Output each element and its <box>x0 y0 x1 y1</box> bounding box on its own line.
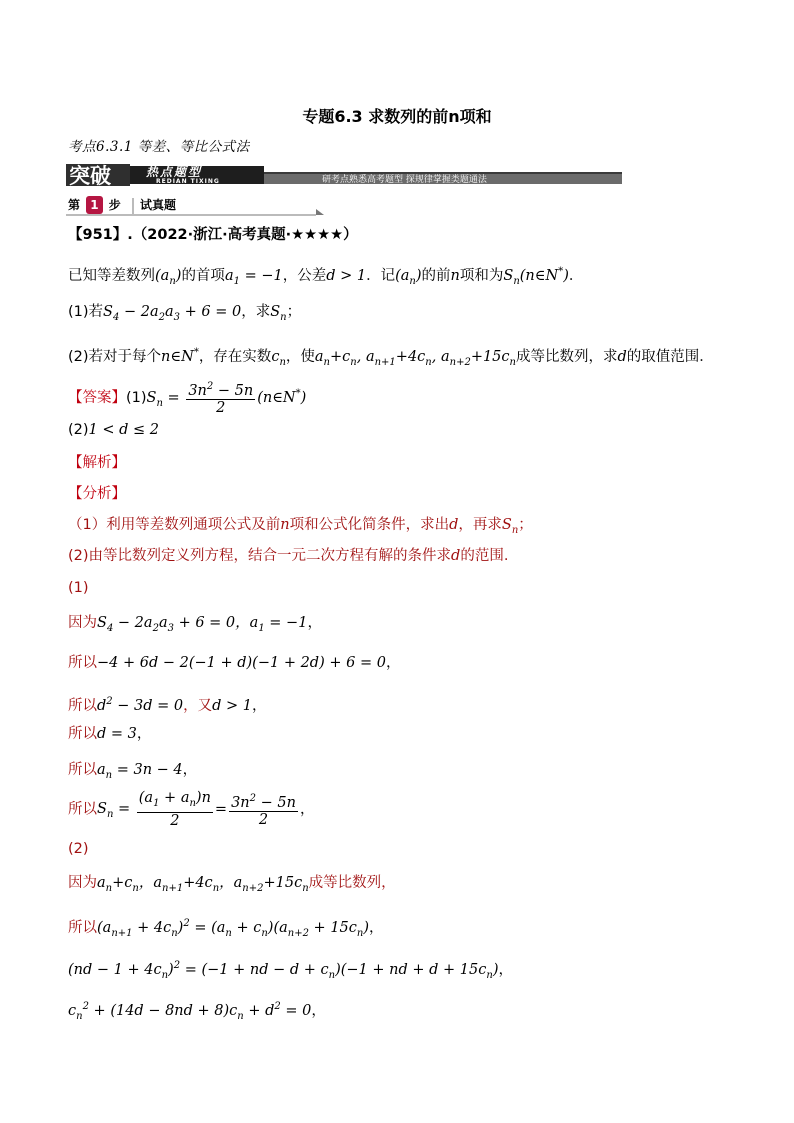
problem-stem: 已知等差数列$(a_n)$的首项$a_1 = -1$，公差d > 1．记$(a_n)$的前n项和为$S_n(n\in N^*)$． <box>68 266 584 287</box>
solution-line-9: $(nd - 1 + 4c_n)^2 = (-1$ + nd − $d + c_n)(-1$ + nd + $d + 15c_n$)， <box>68 960 513 981</box>
answer-2: (2)1 < d ≤ 2 <box>68 422 160 438</box>
fenxi-line-1: （1）利用等差数列通项公式及前n项和公式化简条件，求出d，再求$S_n$； <box>68 517 533 536</box>
problem-source: 【951】.（2022·浙江·高考真题·★★★★） <box>68 227 358 243</box>
step-number-badge <box>86 196 102 214</box>
solution-line-3: 所以$d^2 - 3d = 0$，又d > 1， <box>68 696 267 714</box>
topic-banner <box>66 164 622 186</box>
step-prefix: 第 <box>68 198 81 212</box>
step-number: 1 <box>90 198 99 212</box>
answer-1: 【答案】$(1)S_n$ = $\frac{3n^2 - 5n}{2}$ (n∈N*) <box>68 381 307 417</box>
solution-part-1: (1) <box>68 580 89 596</box>
solution-line-1: 因为$S_4 - 2a_2a_3 + 6 = 0$，$a_1 = -1$， <box>68 615 322 634</box>
question-1: (1)若$S_4 - 2a_2a_3 + 6 = 0$，求$S_n$； <box>68 304 302 323</box>
fenxi-heading: 【分析】 <box>68 486 126 502</box>
banner-main: 突破 <box>69 164 111 186</box>
solution-line-2: 所以−4 + 6d − 2(−1 + d)(−1 + 2d) + 6 = 0， <box>68 655 401 671</box>
step-suffix: 步 <box>108 198 121 212</box>
banner-slogan: 研考点熟悉高考题型 探规律掌握类题通法 <box>322 175 487 185</box>
solution-line-4: 所以d = 3， <box>68 726 152 742</box>
page-title: 专题6.3 求数列的前n项和 <box>302 107 492 126</box>
solution-line-6: 所以$S_n$ = $\frac{(a_1 + a_n)n}{2}$ = $\frac{3n^2 - 5n}{2}$ ， <box>68 790 315 829</box>
banner-sub: 热点题型 <box>146 165 203 179</box>
section-heading: 考点6.3.1 等差、等比公式法 <box>68 139 250 155</box>
step-label: 试真题 <box>140 198 177 212</box>
fenxi-line-2: (2)由等比数列定义列方程，结合一元二次方程有解的条件求d的范围. <box>68 548 509 564</box>
solution-line-8: 所以$(a_{n+1} + 4c_n)^2 = (a_n + c_n)(a_{n+2} + 15c_n)$， <box>68 918 384 939</box>
banner-pinyin: REDIAN TIXING <box>156 178 220 185</box>
solution-line-5: 所以$a_n = 3n - 4$， <box>68 762 198 781</box>
banner-graphic <box>66 164 622 186</box>
solution-part-2: (2) <box>68 841 89 857</box>
analysis-heading: 【解析】 <box>68 455 126 471</box>
question-2: (2)若对于每个n∈N*，存在实数$c_n$，使$a_n+c_n$, $a_{n+1}+4c_n$, $a_{n+2}+15c_n$成等比数列，求d的取值范围． <box>68 347 714 368</box>
step-bar <box>66 196 324 216</box>
solution-line-7: 因为$a_n+c_n$，$a_{n+1}+4c_n$，$a_{n+2}+15c_n$成等比数列， <box>68 875 396 894</box>
solution-line-10: $c_n^2 + (14d - 8nd + 8)c_n + d^2 = 0$， <box>68 1001 326 1022</box>
